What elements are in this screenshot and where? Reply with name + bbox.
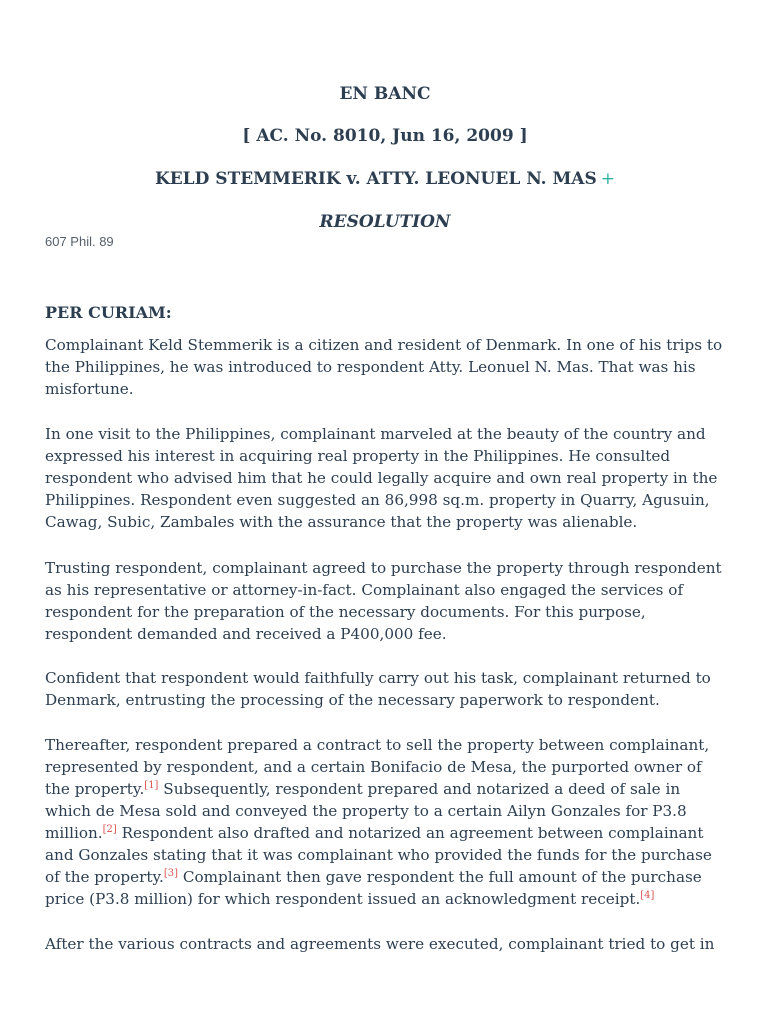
paragraph-5-sentence-4: Complainant then gave respondent the full amount of the purchase price (P3.8 million) for which respondent issued an acknowledgment receipt.	[45, 868, 702, 908]
document-type: RESOLUTION	[319, 212, 451, 232]
footnote-link-2[interactable]: [2]	[102, 823, 117, 835]
division-heading: EN BANC	[339, 84, 431, 104]
citation: 607 Phil. 89	[45, 234, 114, 249]
paragraph-5-sentence-2: Subsequently, respondent prepared and notarized a deed of sale in which de Mesa sold and conveyed the property to a certain Ailyn Gonzales for P3.8 million.	[45, 780, 687, 842]
footnote-link-4[interactable]: [4]	[640, 889, 655, 901]
per-curiam-heading: PER CURIAM:	[45, 303, 172, 322]
paragraph-6: After the various contracts and agreements were executed, complainant tried to get in	[45, 935, 715, 953]
case-title-line	[45, 169, 725, 189]
case-number: [ AC. No. 8010, Jun 16, 2009 ]	[242, 126, 528, 146]
expand-plus-icon[interactable]: +	[600, 169, 616, 189]
footnote-link-3[interactable]: [3]	[163, 867, 179, 879]
paragraph-1: Complainant Keld Stemmerik is a citizen and resident of Denmark. In one of his trips to the Philippines, he was introduced to respondent Atty. Leonuel N. Mas. That was his misfortune.	[45, 336, 723, 398]
paragraph-5-sentence-3: Respondent also drafted and notarized an agreement between complainant and Gonzales stating that it was complainant who provided the funds for the purchase of the property.	[45, 824, 712, 886]
paragraph-3: Trusting respondent, complainant agreed to purchase the property through respondent as his representative or attorney-in-fact. Complainant also engaged the services of respondent for the preparation of the necessary documents. For this purpose, respondent demanded and received a P400,000 fee.	[45, 559, 722, 643]
case-title: KELD STEMMERIK v. ATTY. LEONUEL N. MAS	[154, 169, 597, 189]
footnote-link-1[interactable]: [1]	[144, 779, 159, 791]
paragraph-5-sentence-1: Thereafter, respondent prepared a contract to sell the property between complainant, represented by respondent, and a certain Bonifacio de Mesa, the purported owner of the property.	[45, 736, 710, 798]
paragraph-5	[45, 734, 725, 910]
paragraph-4: Confident that respondent would faithfully carry out his task, complainant returned to Denmark, entrusting the processing of the necessary paperwork to respondent.	[45, 669, 711, 709]
paragraph-2: In one visit to the Philippines, complainant marveled at the beauty of the country and expressed his interest in acquiring real property in the Philippines. He consulted respondent who advised him that he could legally acquire and own real property in the Philippines. Respondent even suggested an 86,998 sq.m. property in Quarry, Agusuin, Cawag, Subic, Zambales with the assurance that the property was alienable.	[45, 425, 718, 531]
